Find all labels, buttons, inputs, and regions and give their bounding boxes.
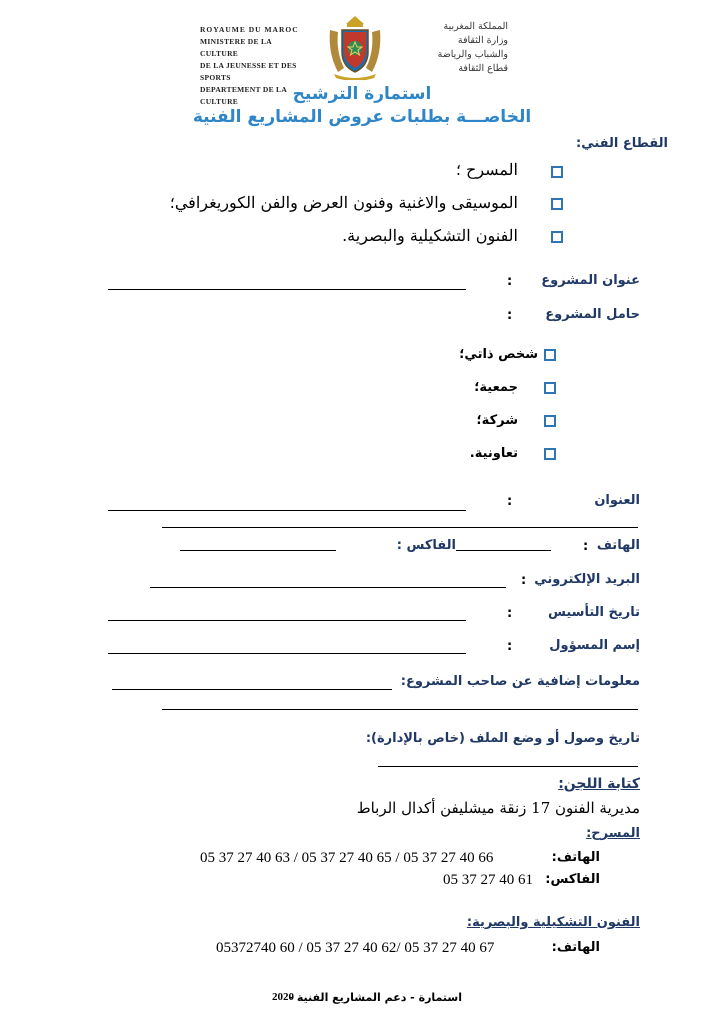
holder-option-cooperative: تعاونية.: [469, 446, 518, 461]
sector-option-visual: الفنون التشكيلية والبصرية.: [342, 226, 518, 245]
visual-phones: 05372740 60 / 05 37 27 40 62/ 05 37 27 40 67: [216, 940, 495, 956]
address-field-line2[interactable]: [162, 527, 638, 528]
coat-of-arms-icon: [324, 14, 386, 80]
checkbox-visual[interactable]: [551, 231, 563, 243]
fax-label: الفاكس :: [396, 538, 456, 553]
founded-label: تاريخ التأسيس: [547, 605, 640, 620]
header-ar-line: وزارة الثقافة: [457, 35, 508, 46]
checkbox-company[interactable]: [544, 415, 556, 427]
holder-option-company: شركة؛: [476, 413, 518, 428]
header-ar-block: [408, 20, 508, 76]
colon: :: [507, 494, 513, 509]
checkbox-association[interactable]: [544, 382, 556, 394]
checkbox-person[interactable]: [544, 349, 556, 361]
footer-year: 2020: [272, 991, 294, 1003]
checkbox-cooperative[interactable]: [544, 448, 556, 460]
fax-field[interactable]: [180, 550, 336, 551]
extra-info-label: معلومات إضافية عن صاحب المشروع:: [400, 674, 640, 689]
header-fr-line: ROYAUME DU MAROC: [200, 25, 299, 34]
arrival-date-label: تاريخ وصول أو وضع الملف (خاص بالإدارة):: [365, 731, 640, 746]
colon: :: [507, 639, 513, 654]
header-ar-line: قطاع الثقافة: [458, 63, 508, 74]
form-subtitle: الخاصـــة بطلبات عروض المشاريع الفنية: [192, 107, 532, 127]
address-label: العنوان: [594, 493, 640, 508]
theatre-phone-label: الهاتف:: [551, 850, 600, 865]
email-field[interactable]: [150, 587, 506, 588]
header-ar-line: والشباب والرياضة: [437, 49, 508, 60]
extra-info-field[interactable]: [112, 689, 392, 690]
checkbox-music[interactable]: [551, 198, 563, 210]
sector-option-music: الموسيقى والاغنية وفنون العرض والفن الكوريغرافي؛: [169, 193, 518, 212]
header-fr-line: DE LA JEUNESSE ET DES SPORTS: [200, 61, 297, 82]
holder-option-person: شخص ذاتي؛: [459, 347, 538, 362]
committees-address: مديرية الفنون 17 زنقة ميشليفن أكدال الرباط: [356, 799, 640, 817]
founded-field[interactable]: [108, 620, 466, 621]
email-label: البريد الإلكتروني: [534, 572, 640, 587]
project-title-field[interactable]: [108, 289, 466, 290]
holder-option-association: جمعية؛: [474, 380, 518, 395]
committees-heading: كتابة اللجن:: [558, 776, 640, 792]
colon: :: [583, 539, 589, 554]
address-field[interactable]: [108, 510, 466, 511]
extra-info-field-line2[interactable]: [162, 709, 638, 710]
project-holder-label: حامل المشروع: [545, 307, 640, 322]
colon: :: [507, 274, 513, 289]
theatre-fax-label: الفاكس:: [545, 872, 600, 887]
footer-text: استمارة - دعم المشاريع الفنية -: [288, 991, 462, 1004]
theatre-fax: 05 37 27 40 61: [443, 872, 533, 888]
fax-field-prefix[interactable]: [456, 550, 496, 551]
form-title: استمارة الترشيح: [292, 84, 432, 104]
colon: :: [507, 308, 513, 323]
manager-label: إسم المسؤول: [549, 638, 640, 653]
theatre-phones: 05 37 27 40 63 / 05 37 27 40 65 / 05 37 27 40 66: [200, 850, 494, 866]
project-title-label: عنوان المشروع: [541, 273, 640, 288]
header-ar-line: المملكة المغربية: [443, 21, 508, 32]
sector-label: القطاع الفني:: [576, 136, 668, 151]
header-fr-line: DEPARTEMENT DE LA CULTURE: [200, 85, 287, 106]
manager-field[interactable]: [108, 653, 466, 654]
phone-field[interactable]: [496, 550, 551, 551]
header-fr-line: MINISTERE DE LA CULTURE: [200, 37, 272, 58]
visual-arts-heading: الفنون التشكيلية والبصرية:: [466, 915, 640, 930]
arrival-date-field[interactable]: [378, 766, 638, 767]
phone-label: الهاتف: [596, 538, 640, 553]
sector-option-theatre: المسرح ؛: [455, 160, 518, 179]
checkbox-theatre[interactable]: [551, 166, 563, 178]
colon: :: [507, 606, 513, 621]
visual-phone-label: الهاتف:: [551, 940, 600, 955]
theatre-heading: المسرح:: [586, 826, 640, 841]
colon: :: [521, 573, 527, 588]
